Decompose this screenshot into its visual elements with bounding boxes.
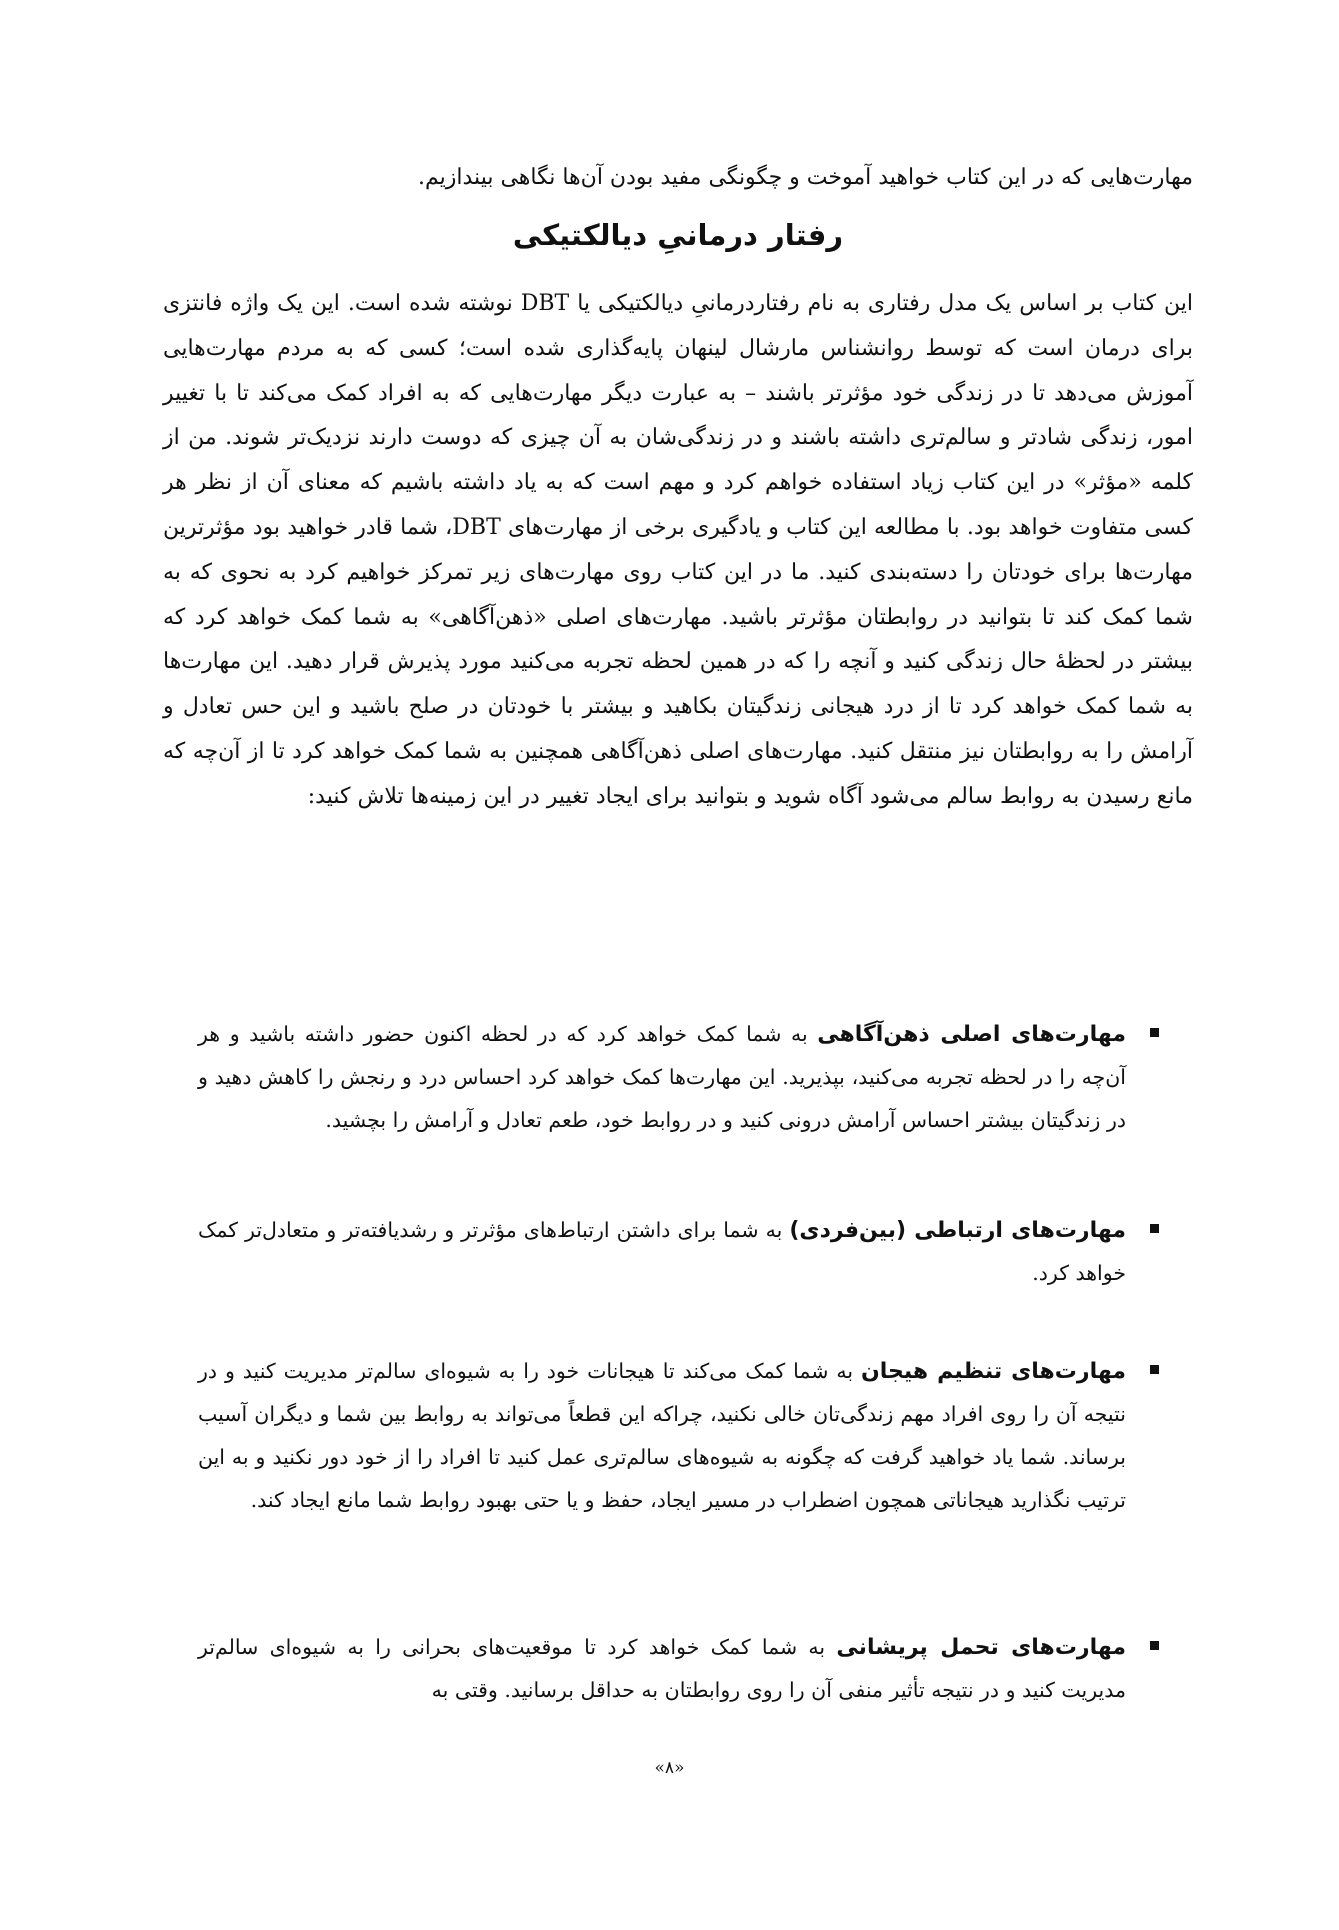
bullet-term: مهارت‌های تنظیم هیجان bbox=[860, 1359, 1126, 1384]
bullet-text: به شما برای داشتن ارتباط‌های مؤثرتر و رشدیافته‌تر و متعادل‌تر کمک خواهد کرد. bbox=[198, 1218, 1126, 1285]
bullet-text: به شما کمک خواهد کرد که در لحظه اکنون حضور داشته باشید و هر آن‌چه را در لحظه تجربه می‌کنید، بپذیرید. این مهارت‌ها کمک خواهد کرد احساس درد و رنجش را کاهش دهید و در زندگیتان بیشتر احساس آرامش درونی کنید و در روابط خود، طعم تعادل و آرامش را بچشید. bbox=[198, 1022, 1126, 1132]
section-paragraph: این کتاب بر اساس یک مدل رفتاری به نام رفتاردرمانیِ دیالکتیکی یا DBT نوشته شده است. این یک واژه فانتزی برای درمان است که توسط روانشناس مارشال لینهان پایه‌گذاری شده است؛ کسی که به مردم مهارت‌هایی آموزش می‌دهد تا در زندگی خود مؤثرتر باشند – به عبارت دیگر مهارت‌هایی که به افراد کمک می‌کند تا با تغییر امور، زندگی شادتر و سالم‌تری داشته باشند و در زندگی‌شان به آن چیزی که دوست دارند نزدیک‌تر شوند. من از کلمه «مؤثر» در این کتاب زیاد استفاده خواهم کرد و مهم است که به یاد داشته باشیم که معنای آن از نظر هر کسی متفاوت خواهد بود. با مطالعه این کتاب و یادگیری برخی از مهارت‌های DBT، شما قادر خواهید بود مؤثرترین مهارت‌ها برای خودتان را دسته‌بندی کنید. ما در این کتاب روی مهارت‌های زیر تمرکز خواهیم کرد به نحوی که به شما کمک کند تا بتوانید در روابطتان مؤثرتر باشید. مهارت‌های اصلی «ذهن‌آگاهی» به شما کمک خواهد کرد که بیشتر در لحظهٔ حال زندگی کنید و آنچه را که در همین لحظه تجربه می‌کنید مورد پذیرش قرار دهید. این مهارت‌ها به شما کمک خواهد کرد تا از درد هیجانی زندگیتان بکاهید و بیشتر با خودتان در صلح باشید و این حس تعادل و آرامش را به روابطتان نیز منتقل کنید. مهارت‌های اصلی ذهن‌آگاهی همچنین به شما کمک خواهد کرد تا از آن‌چه که مانع رسیدن به روابط سالم می‌شود آگاه شوید و بتوانید برای ایجاد تغییر در این زمینه‌ها تلاش کنید: bbox=[163, 291, 1193, 809]
square-bullet-icon bbox=[1150, 1028, 1159, 1037]
bullet-term: مهارت‌های ارتباطی (بین‌فردی) bbox=[789, 1218, 1126, 1243]
bullet-text: به شما کمک خواهد کرد تا موقعیت‌های بحرانی را به شیوه‌ای سالم‌تر مدیریت کنید و در نتیجه تأثیر منفی آن را روی روابطتان به حداقل برسانید. وقتی به bbox=[198, 1635, 1126, 1702]
bullet-term: مهارت‌های اصلی ذهن‌آگاهی bbox=[817, 1022, 1126, 1047]
bullet-term: مهارت‌های تحمل پریشانی bbox=[836, 1635, 1126, 1660]
list-item bbox=[198, 1350, 1126, 1522]
square-bullet-icon bbox=[1150, 1641, 1159, 1650]
list-item bbox=[198, 1626, 1126, 1712]
bullet-text: به شما کمک می‌کند تا هیجانات خود را به شیوه‌ای سالم‌تر مدیریت کنید و در نتیجه آن را روی افراد مهم زندگی‌تان خالی نکنید، چراکه این قطعاً می‌تواند به روابط بین شما و دیگران آسیب برساند. شما یاد خواهید گرفت که چگونه به شیوه‌های سالم‌تری عمل کنید تا افراد را از خود دور نکنید و به این ترتیب نگذارید هیجاناتی همچون اضطراب در مسیر ایجاد، حفظ و یا حتی بهبود روابط شما مانع ایجاد کند. bbox=[198, 1359, 1126, 1512]
section-heading: رفتار درمانیِ دیالکتیکی bbox=[512, 218, 844, 252]
list-item bbox=[198, 1013, 1126, 1142]
square-bullet-icon bbox=[1150, 1365, 1159, 1374]
square-bullet-icon bbox=[1150, 1224, 1159, 1233]
intro-line: مهارت‌هایی که در این کتاب خواهید آموخت و چگونگی مفید بودن آن‌ها نگاهی بیندازیم. bbox=[418, 165, 1193, 190]
list-item bbox=[198, 1209, 1126, 1295]
page-number: «۸» bbox=[654, 1758, 685, 1778]
